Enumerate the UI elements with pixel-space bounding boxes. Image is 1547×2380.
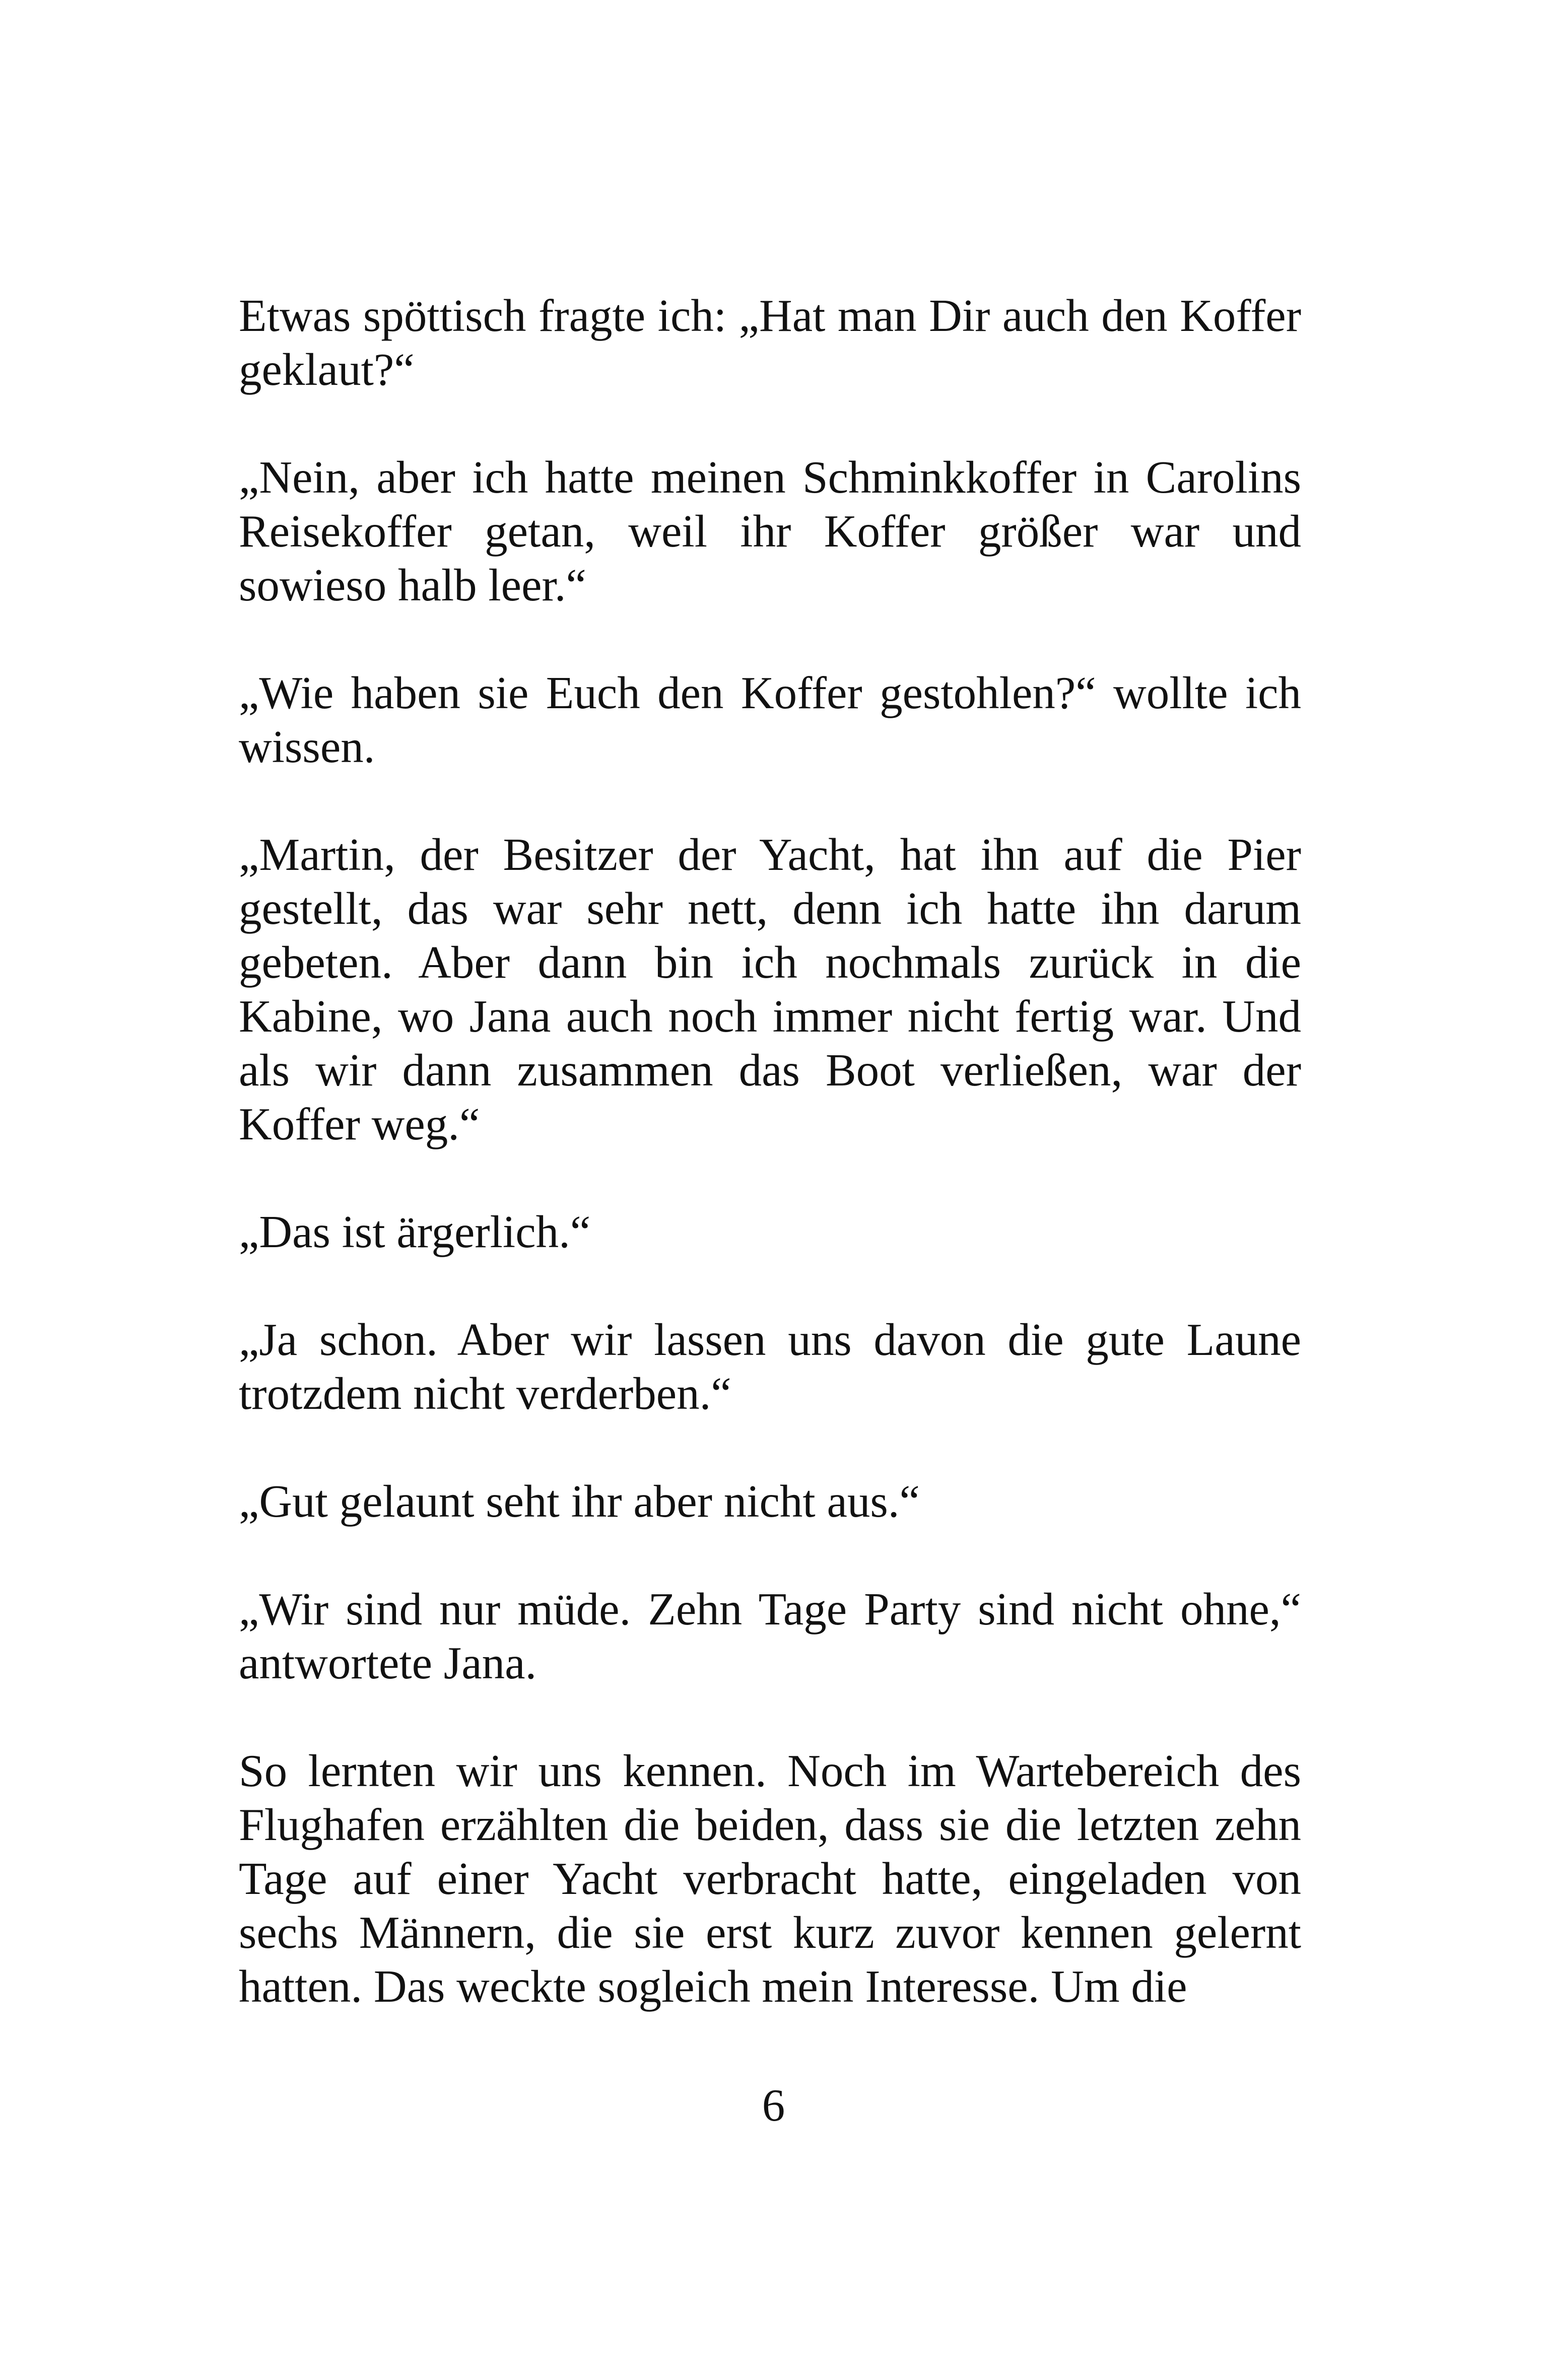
paragraph: „Ja schon. Aber wir lassen uns davon die gute Laune trotzdem nicht verderben.“ (239, 1314, 1301, 1419)
paragraph: „Das ist ärgerlich.“ (239, 1206, 591, 1257)
body-text (239, 289, 1301, 2013)
paragraph: „Nein, aber ich hatte meinen Schminkkoffer in Carolins Reisekoffer getan, weil ihr Koffer größer war und sowieso halb leer.“ (239, 452, 1301, 610)
paragraph: So lernten wir uns kennen. Noch im Wartebereich des Flughafen erzählten die beiden, dass sie die letzten zehn Tage auf einer Yacht verbracht hatte, eingeladen von sechs Männern, die sie erst kurz zuvor kennen gelernt hatten. Das weckte sogleich mein Interesse. Um die (239, 1745, 1301, 2012)
paragraph: „Wir sind nur müde. Zehn Tage Party sind nicht ohne,“ antwortete Jana. (239, 1584, 1301, 1688)
paragraph: Etwas spöttisch fragte ich: „Hat man Dir auch den Koffer geklaut?“ (239, 290, 1301, 395)
paragraph: „Wie haben sie Euch den Koffer gestohlen?“ wollte ich wissen. (239, 667, 1301, 772)
paragraph: „Martin, der Besitzer der Yacht, hat ihn auf die Pier gestellt, das war sehr nett, denn ich hatte ihn darum gebeten. Aber dann bin ich nochmals zurück in die Kabine, wo Jana auch noch immer nicht fertig war. Und als wir dann zusammen das Boot verließen, war der Koffer weg.“ (239, 829, 1301, 1149)
page-number: 6 (762, 2080, 785, 2131)
paragraph: „Gut gelaunt seht ihr aber nicht aus.“ (239, 1476, 920, 1527)
